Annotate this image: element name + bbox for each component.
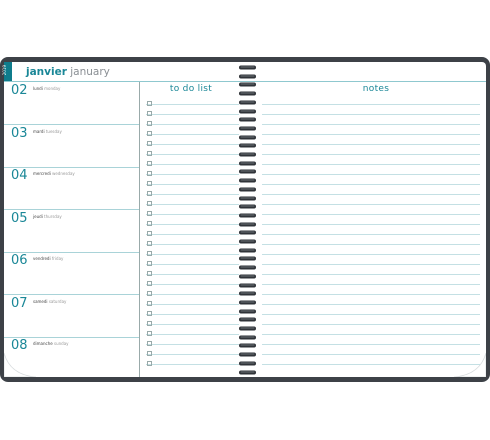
binding-ring-icon [239, 143, 256, 148]
notes-line [262, 194, 480, 195]
todo-line [146, 314, 239, 315]
binding-ring-icon [239, 196, 256, 201]
day-number: 06 [11, 253, 28, 268]
binding-ring-icon [239, 256, 256, 261]
notes-line [262, 184, 480, 185]
binding-ring-icon [239, 178, 256, 183]
todo-checkbox[interactable] [147, 311, 152, 316]
notes-line [262, 134, 480, 135]
notes-line [262, 284, 480, 285]
notes-line [262, 144, 480, 145]
notes-title: notes [362, 84, 390, 94]
day-number: 04 [11, 168, 28, 183]
todo-checkbox[interactable] [147, 361, 152, 366]
day-name-english: thursday [44, 213, 62, 219]
month-title [26, 66, 110, 78]
binding-ring-icon [239, 300, 256, 305]
day-number: 08 [11, 338, 28, 353]
day-name-french: mardi [33, 128, 45, 134]
day-name-english: tuesday [45, 128, 62, 134]
binding-ring-icon [239, 65, 256, 70]
todo-line [146, 254, 239, 255]
binding-ring-icon [239, 370, 256, 375]
todo-line [146, 104, 239, 105]
day-number: 05 [11, 210, 28, 226]
todo-checkbox[interactable] [147, 121, 152, 126]
binding-ring-icon [239, 309, 256, 314]
notes-line [262, 314, 480, 315]
binding-ring-icon [239, 222, 256, 227]
binding-ring-icon [239, 117, 256, 122]
todo-checkbox[interactable] [147, 131, 152, 136]
todo-checkbox[interactable] [147, 281, 152, 286]
day-number: 07 [11, 295, 28, 311]
notes-line [262, 214, 480, 215]
todo-checkbox[interactable] [147, 201, 152, 206]
todo-line [146, 124, 239, 125]
todo-line [146, 304, 239, 305]
day-name-english: saturday [48, 298, 67, 304]
month-french: janvier [26, 66, 67, 78]
todo-line [146, 134, 239, 135]
day-block [4, 337, 139, 379]
binding-ring-icon [239, 135, 256, 140]
day-name-french: vendredi [33, 256, 51, 261]
day-name-french: samedi [33, 298, 48, 304]
todo-checkbox[interactable] [147, 341, 152, 346]
day-name-english: sunday [54, 341, 69, 346]
day-block [4, 167, 139, 210]
todo-checkbox[interactable] [147, 331, 152, 336]
day-block [4, 252, 139, 295]
notes-line [262, 294, 480, 295]
todo-line [146, 354, 239, 355]
todo-checkbox[interactable] [147, 171, 152, 176]
todo-checkbox[interactable] [147, 261, 152, 266]
todo-line [146, 164, 239, 165]
day-name-french: lundi [33, 86, 43, 91]
todo-line [146, 144, 239, 145]
notes-line [262, 274, 480, 275]
todo-line [146, 264, 239, 265]
day-name [33, 129, 62, 134]
day-block [4, 125, 139, 168]
day-name-english: wednesday [52, 171, 75, 176]
todo-checkbox[interactable] [147, 161, 152, 166]
todo-checkbox[interactable] [147, 141, 152, 146]
day-name [33, 299, 66, 304]
notes-line [262, 244, 480, 245]
todo-line [146, 364, 239, 365]
todo-checkbox[interactable] [147, 291, 152, 296]
notes-line [262, 344, 480, 345]
binding-ring-icon [239, 274, 256, 279]
binding-ring-icon [239, 239, 256, 244]
binding-ring-icon [239, 335, 256, 340]
notes-line [262, 324, 480, 325]
notes-line [262, 224, 480, 225]
binding-ring-icon [239, 265, 256, 270]
binding-ring-icon [239, 213, 256, 218]
binding-ring-icon [239, 82, 256, 87]
binding-ring-icon [239, 230, 256, 235]
binding-ring-icon [239, 204, 256, 209]
todo-line [146, 244, 239, 245]
notes-line [262, 334, 480, 335]
binding-ring-icon [239, 361, 256, 366]
todo-line [146, 214, 239, 215]
todo-line [146, 294, 239, 295]
todo-checkbox[interactable] [147, 221, 152, 226]
todo-line [146, 274, 239, 275]
todo-checkbox[interactable] [147, 271, 152, 276]
binding-ring-icon [239, 91, 256, 96]
todo-line [146, 194, 239, 195]
todo-checkbox[interactable] [147, 211, 152, 216]
binding-ring-icon [239, 283, 256, 288]
day-name-french: mercredi [33, 171, 51, 176]
binding-ring-icon [239, 317, 256, 322]
notes-line [262, 354, 480, 355]
day-name [33, 171, 75, 176]
day-name-english: monday [44, 86, 61, 91]
binding-ring-icon [239, 152, 256, 157]
todo-checkbox[interactable] [147, 321, 152, 326]
notes-line [262, 164, 480, 165]
day-block [4, 82, 139, 125]
todo-line [146, 344, 239, 345]
binding-ring-icon [239, 248, 256, 253]
day-name-french: dimanche [33, 341, 53, 346]
day-block [4, 295, 139, 338]
day-number: 02 [11, 83, 28, 98]
binding-ring-icon [239, 74, 256, 79]
todo-list-title: to do list [169, 84, 213, 94]
notes-line [262, 114, 480, 115]
binding-ring-icon [239, 161, 256, 166]
todo-line [146, 184, 239, 185]
days-column-divider [139, 82, 140, 377]
notes-line [262, 264, 480, 265]
binding-ring-icon [239, 109, 256, 114]
page-corner-curl-right [454, 345, 486, 377]
todo-line [146, 324, 239, 325]
binding-ring-icon [239, 126, 256, 131]
todo-line [146, 174, 239, 175]
notes-line [262, 174, 480, 175]
day-name [33, 86, 60, 91]
binding-ring-icon [239, 100, 256, 105]
todo-checkbox[interactable] [147, 111, 152, 116]
todo-line [146, 154, 239, 155]
todo-line [146, 204, 239, 205]
todo-checkbox[interactable] [147, 251, 152, 256]
todo-checkbox[interactable] [147, 151, 152, 156]
todo-line [146, 234, 239, 235]
binding-ring-icon [239, 291, 256, 296]
day-name-french: jeudi [33, 213, 43, 219]
notes-line [262, 234, 480, 235]
notes-line [262, 304, 480, 305]
notes-line [262, 364, 480, 365]
todo-line [146, 224, 239, 225]
binding-ring-icon [239, 343, 256, 348]
todo-checkbox[interactable] [147, 101, 152, 106]
todo-line [146, 334, 239, 335]
day-name [33, 341, 69, 346]
binding-ring-icon [239, 326, 256, 331]
binding-ring-icon [239, 169, 256, 174]
notes-line [262, 154, 480, 155]
todo-checkbox[interactable] [147, 351, 152, 356]
day-number: 03 [11, 125, 28, 141]
day-name [33, 256, 63, 261]
todo-checkbox[interactable] [147, 181, 152, 186]
notes-line [262, 254, 480, 255]
binding-ring-icon [239, 352, 256, 357]
todo-line [146, 114, 239, 115]
notes-line [262, 204, 480, 205]
day-block [4, 210, 139, 253]
binding-ring-icon [239, 187, 256, 192]
right-page [246, 62, 486, 377]
todo-checkbox[interactable] [147, 231, 152, 236]
notes-line [262, 104, 480, 105]
todo-line [146, 284, 239, 285]
year-tab-label: 2019 [2, 65, 7, 76]
month-english: january [70, 66, 110, 78]
day-name [33, 214, 62, 219]
todo-checkbox[interactable] [147, 301, 152, 306]
todo-checkbox[interactable] [147, 191, 152, 196]
notes-line [262, 124, 480, 125]
todo-checkbox[interactable] [147, 241, 152, 246]
day-name-english: friday [51, 256, 64, 261]
